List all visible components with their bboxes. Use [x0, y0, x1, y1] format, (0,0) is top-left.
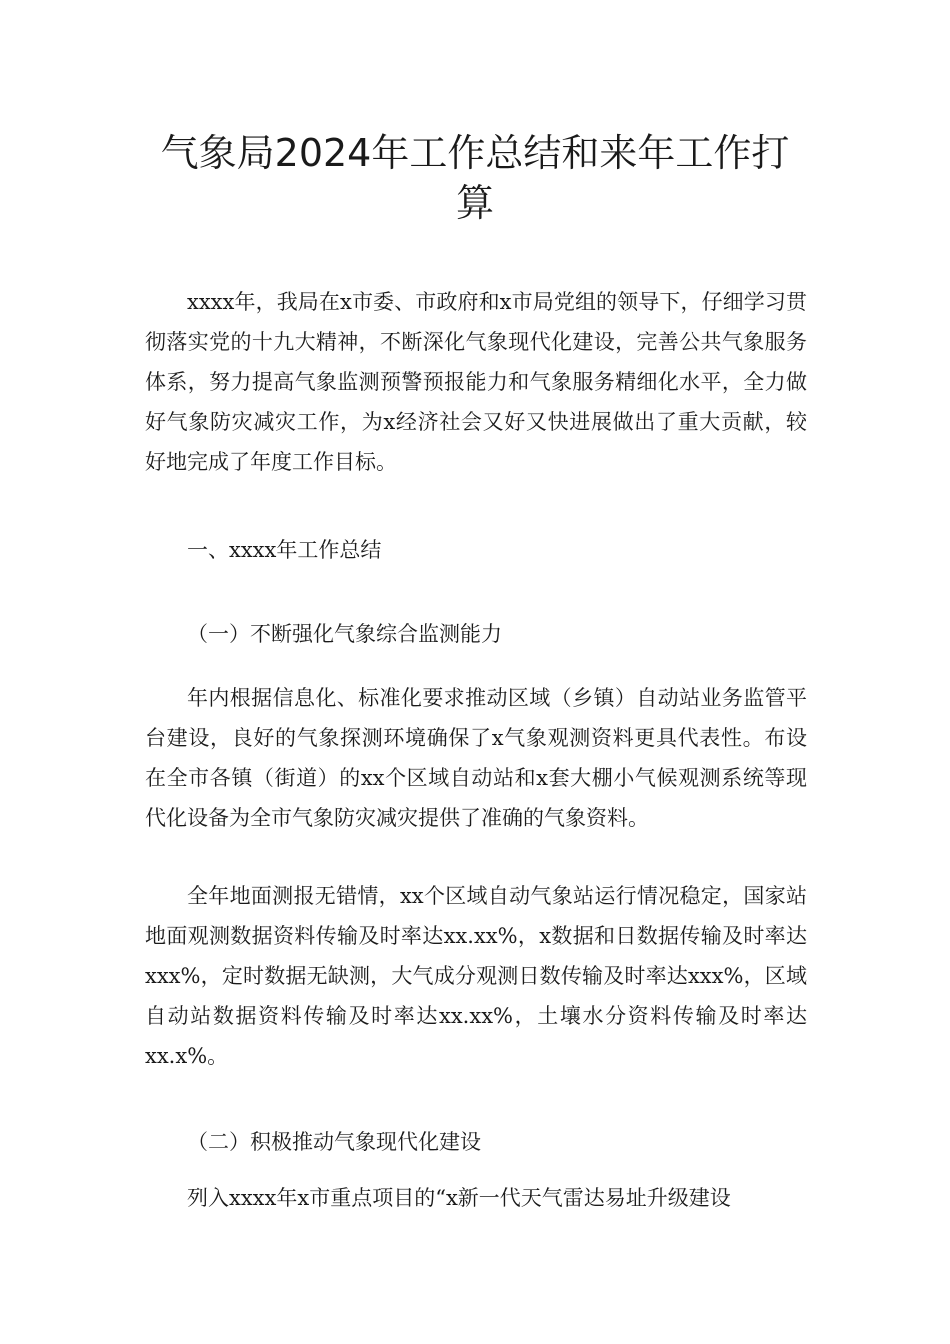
subsection-heading-monitoring: （一）不断强化气象综合监测能力 — [187, 622, 502, 646]
monitoring-paragraph-2: 全年地面测报无错情，xx个区域自动气象站运行情况稳定，国家站地面观测数据资料传输及时率达xx.xx%，x数据和日数据传输及时率达xxx%，定时数据无缺测，大气成分观测日数传输及时率达xxx%，区域自动站数据资料传输及时率达xx.xx%，土壤水分资料传输及时率达xx.x%。 — [145, 884, 807, 1068]
document-title: 气象局2024年工作总结和来年工作打算 — [160, 131, 790, 225]
subsection-heading-modernization: （二）积极推动气象现代化建设 — [187, 1130, 481, 1154]
modernization-paragraph-1: 列入xxxx年x市重点项目的“x新一代天气雷达易址升级建设 — [187, 1186, 731, 1210]
intro-paragraph: xxxx年，我局在x市委、市政府和x市局党组的领导下，仔细学习贯彻落实党的十九大精神，不断深化气象现代化建设，完善公共气象服务体系，努力提高气象监测预警预报能力和气象服务精细化水平，全力做好气象防灾减灾工作，为x经济社会又好又快进展做出了重大贡献，较好地完成了年度工作目标。 — [145, 290, 807, 474]
monitoring-paragraph-1: 年内根据信息化、标准化要求推动区域（乡镇）自动站业务监管平台建设，良好的气象探测环境确保了x气象观测资料更具代表性。布设在全市各镇（街道）的xx个区域自动站和x套大棚小气候观测系统等现代化设备为全市气象防灾减灾提供了准确的气象资料。 — [145, 686, 807, 830]
section-heading-summary: 一、xxxx年工作总结 — [187, 538, 382, 562]
